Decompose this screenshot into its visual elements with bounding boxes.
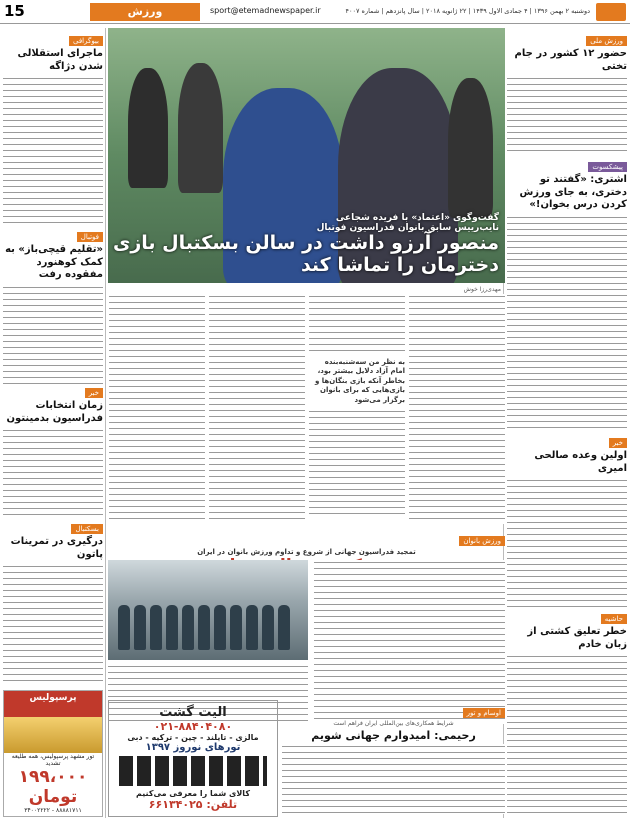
- body-text-lines: [507, 654, 627, 818]
- news-item: [3, 516, 103, 666]
- photo-person: [178, 63, 223, 193]
- hero-photo: [108, 28, 505, 283]
- tour-advertisement: [108, 700, 278, 817]
- kicker: ورزش ملی: [586, 36, 627, 46]
- news-item: [507, 606, 627, 816]
- body-text-lines: [282, 744, 505, 814]
- photo-person: [214, 605, 226, 650]
- headline: زمان انتخابات فدراسیون بدمینتون: [6, 400, 103, 424]
- photo-person: [246, 605, 258, 650]
- photo-person: [278, 605, 290, 650]
- ad-destinations: مالزی - تایلند - چین - ترکیه - دبی: [127, 733, 259, 742]
- ad-slogan: کالای شما را معرفی می‌کنیم: [136, 789, 250, 798]
- shrine-image: [4, 717, 102, 753]
- story-headline: منصور آرزو داشت در سالن بسکتبال بازی دخترمان را تماشا کند: [112, 232, 499, 277]
- headline: اشتری: «گفتند تو دختری، به جای ورزش کردن درس بخوان!»: [519, 174, 627, 210]
- kicker: اوسام و تور: [463, 708, 505, 718]
- suits-image: [119, 756, 267, 786]
- photo-person: [150, 605, 162, 650]
- news-item: [3, 224, 103, 374]
- section-email: sport@etemadnewspaper.ir: [210, 6, 321, 15]
- headline: حضور ۱۲ کشور در جام تختی: [514, 48, 627, 72]
- body-text-lines: [3, 76, 103, 226]
- news-item: [3, 380, 103, 510]
- news-item: [3, 28, 103, 218]
- kicker: فوتبال: [77, 232, 103, 242]
- ad-tour: تورهای نوروز ۱۳۹۷: [145, 742, 241, 753]
- story-preline: شرایط همکاری‌های بین‌المللی ایران فراهم است: [333, 720, 454, 727]
- photo-person: [198, 605, 210, 650]
- body-text-lines: [3, 428, 103, 518]
- ad-phone: ۸۸۸۸۱۷۱۱ - ۳۴۰۰۲۲۲۲: [24, 807, 82, 814]
- hero-title: [108, 213, 499, 277]
- pull-quote: به نظر من سه‌شنبه‌بنده امام آزاد دلایل بیشتر بود، بخاطر آنکه بازی بنگان‌ها و بازی‌هایی که برای بانوان برگزار می‌شود: [314, 358, 405, 404]
- newspaper-logo-icon: [596, 3, 626, 21]
- story-subtitle-2: نایب‌رییس سابق بانوان فدراسیون فوتبال: [316, 223, 499, 234]
- news-item: [507, 154, 627, 424]
- news-item: [507, 430, 627, 600]
- section-label: ورزش: [90, 3, 200, 21]
- text-column: [109, 294, 205, 524]
- photo-person: [182, 605, 194, 650]
- headline: درگیری در تمرینات پاتون: [10, 536, 103, 560]
- headline: «تقلیم قیچی‌باز» به کمک کوهنورد مفقوده رفت: [5, 244, 103, 280]
- story-headline: رحیمی: امیدوارم جهانی شویم: [311, 729, 476, 742]
- ad-phone: ۰۲۱-۸۸۴۰۴۰۸۰: [153, 720, 233, 733]
- ad-trip: تور مشهد پرسپولیس، همه طلیعه تشدید: [11, 753, 95, 767]
- photo-person: [134, 605, 146, 650]
- ad-price: ۱۹۹،۰۰۰ تومان: [18, 767, 88, 807]
- page-number: 15: [4, 2, 25, 20]
- photo-person: [230, 605, 242, 650]
- kicker: حاشیه: [601, 614, 627, 624]
- photo-person: [448, 78, 493, 218]
- news-item: [507, 28, 627, 148]
- story-subtitle: تمجید فدراسیون جهانی از شروع و تداوم ورزش بانوان در ایران: [197, 548, 416, 556]
- kicker: ورزش بانوان: [459, 536, 505, 546]
- page-header: [0, 0, 630, 24]
- team-photo: [108, 560, 308, 660]
- column-divider: [105, 28, 106, 818]
- ad-banner: پرسپولیس: [4, 691, 102, 717]
- kicker: بیوگرافی: [69, 36, 103, 46]
- body-text-lines: [507, 478, 627, 608]
- ad-title: الیت گشت: [159, 705, 227, 720]
- headline: خطر تعلیق کشتی از زبان خادم: [527, 626, 627, 650]
- kicker: بسکتبال: [71, 524, 103, 534]
- headline: ماجرای استقلالی شدن دژاگه: [17, 48, 103, 72]
- photo-person: [166, 605, 178, 650]
- body-text-lines: [507, 76, 627, 156]
- story-subtitle: گفت‌وگوی «اعتماد» با فریده شجاعی: [335, 213, 499, 224]
- main-story-text: [108, 294, 505, 524]
- kicker: خبر: [85, 388, 103, 398]
- right-column: [507, 28, 627, 818]
- text-column: [209, 294, 305, 524]
- text-column: [409, 294, 505, 524]
- text-column: [309, 294, 405, 524]
- ad-tel: تلفن: ۶۶۱۳۴۰۲۵: [148, 798, 238, 811]
- body-text-lines: [3, 564, 103, 684]
- photo-person: [128, 68, 168, 188]
- headline: اولین وعده صالحی امیری: [534, 450, 627, 474]
- dateline: دوشنبه ۲ بهمن ۱۳۹۶ | ۴ جمادی الاول ۱۴۳۹ | ۲۲ ژانویه ۲۰۱۸ | سال پانزدهم | شماره ۴۰۰۷: [345, 7, 590, 15]
- photo-person: [118, 605, 130, 650]
- body-text-lines: [3, 285, 103, 385]
- kicker: پیشکسوت: [588, 162, 627, 172]
- kicker: خبر: [609, 438, 627, 448]
- travel-advertisement: [3, 690, 103, 817]
- body-text-lines: [507, 215, 627, 430]
- byline: مهدی‌رزا خوش: [463, 286, 501, 293]
- photo-person: [262, 605, 274, 650]
- third-story: [282, 700, 505, 817]
